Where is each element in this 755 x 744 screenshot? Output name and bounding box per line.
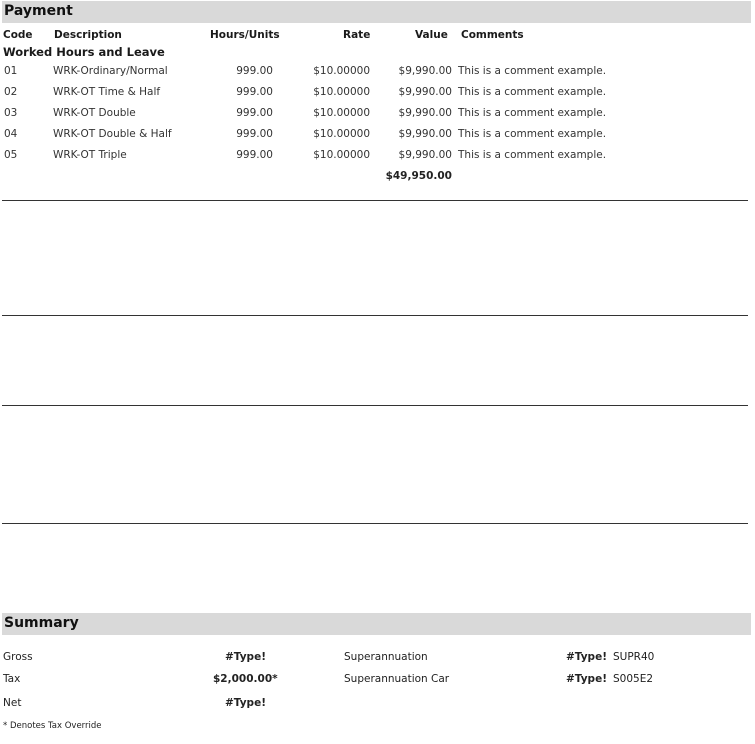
payment-title: Payment bbox=[4, 3, 73, 19]
tax-value: $2,000.00* bbox=[213, 673, 278, 685]
gross-label: Gross bbox=[3, 651, 33, 663]
divider bbox=[2, 200, 748, 201]
gross-value: #Type! bbox=[225, 651, 266, 663]
superannuation-car-code: S005E2 bbox=[613, 673, 654, 685]
column-header-code: Code bbox=[3, 29, 33, 41]
row-comment: This is a comment example. bbox=[458, 86, 607, 98]
row-value: $9,990.00 bbox=[398, 86, 452, 98]
row-rate: $10.00000 bbox=[313, 149, 370, 161]
row-value: $9,990.00 bbox=[398, 107, 452, 119]
row-code: 05 bbox=[4, 149, 18, 161]
superannuation-label: Superannuation bbox=[344, 651, 428, 663]
row-comment: This is a comment example. bbox=[458, 128, 607, 140]
row-code: 01 bbox=[4, 65, 18, 77]
column-header-value: Value bbox=[415, 29, 448, 41]
row-hours: 999.00 bbox=[236, 86, 273, 98]
divider bbox=[2, 405, 748, 406]
row-comment: This is a comment example. bbox=[458, 149, 607, 161]
column-header-rate: Rate bbox=[343, 29, 371, 41]
row-description: WRK-Ordinary/Normal bbox=[53, 65, 168, 77]
row-value: $9,990.00 bbox=[398, 128, 452, 140]
net-label: Net bbox=[3, 697, 22, 709]
row-code: 03 bbox=[4, 107, 18, 119]
column-header-comments: Comments bbox=[461, 29, 524, 41]
row-description: WRK-OT Triple bbox=[53, 149, 127, 161]
row-rate: $10.00000 bbox=[313, 65, 370, 77]
row-hours: 999.00 bbox=[236, 149, 273, 161]
row-description: WRK-OT Time & Half bbox=[53, 86, 161, 98]
row-hours: 999.00 bbox=[236, 107, 273, 119]
row-description: WRK-OT Double & Half bbox=[53, 128, 172, 140]
row-hours: 999.00 bbox=[236, 65, 273, 77]
tax-override-footnote: * Denotes Tax Override bbox=[3, 721, 102, 731]
summary-title: Summary bbox=[4, 615, 79, 631]
row-rate: $10.00000 bbox=[313, 86, 370, 98]
row-comment: This is a comment example. bbox=[458, 65, 607, 77]
section-label-worked-hours: Worked Hours and Leave bbox=[3, 45, 165, 59]
superannuation-code: SUPR40 bbox=[613, 651, 655, 663]
superannuation-value: #Type! bbox=[566, 651, 607, 663]
net-value: #Type! bbox=[225, 697, 266, 709]
divider bbox=[2, 523, 748, 524]
row-rate: $10.00000 bbox=[313, 107, 370, 119]
column-header-hours: Hours/Units bbox=[210, 29, 280, 41]
row-description: WRK-OT Double bbox=[53, 107, 136, 119]
payment-total: $49,950.00 bbox=[385, 170, 452, 182]
row-rate: $10.00000 bbox=[313, 128, 370, 140]
payment-section-header bbox=[2, 1, 751, 23]
divider bbox=[2, 315, 748, 316]
superannuation-car-value: #Type! bbox=[566, 673, 607, 685]
row-code: 02 bbox=[4, 86, 18, 98]
row-hours: 999.00 bbox=[236, 128, 273, 140]
summary-section-header bbox=[2, 613, 751, 635]
column-header-description: Description bbox=[54, 29, 122, 41]
row-comment: This is a comment example. bbox=[458, 107, 607, 119]
row-value: $9,990.00 bbox=[398, 149, 452, 161]
superannuation-car-label: Superannuation Car bbox=[344, 673, 450, 685]
row-value: $9,990.00 bbox=[398, 65, 452, 77]
tax-label: Tax bbox=[3, 673, 21, 685]
row-code: 04 bbox=[4, 128, 18, 140]
